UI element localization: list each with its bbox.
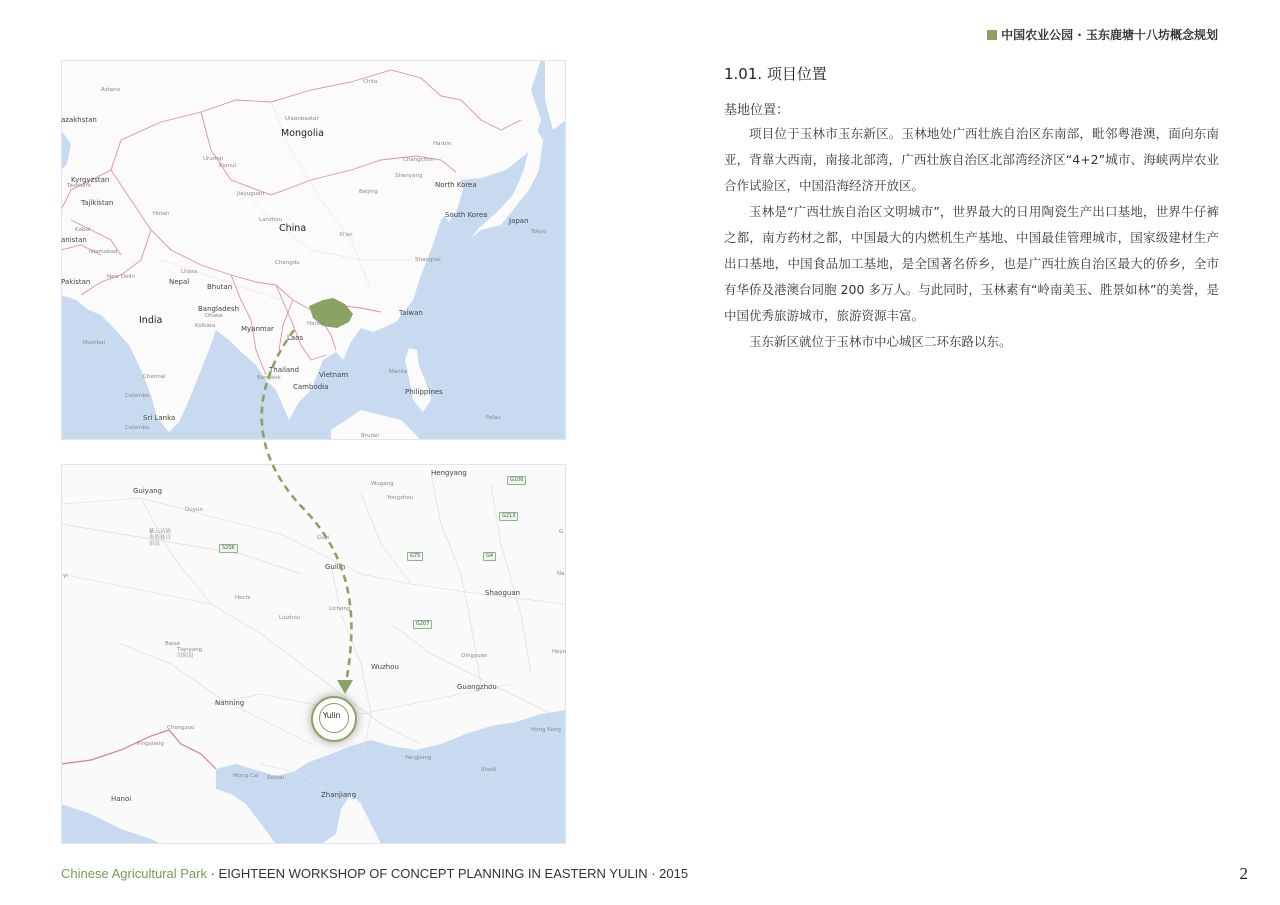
map-place-label: Hanoi xyxy=(111,795,132,803)
map-place-label: North Korea xyxy=(435,181,477,189)
map-place-label: Guiyang xyxy=(133,487,163,495)
map-place-label: Yangjiang xyxy=(405,755,432,761)
map-place-label: Nanning xyxy=(215,699,245,707)
map-place-label: Myanmar xyxy=(241,325,274,333)
map-place-label: Licheng xyxy=(329,606,351,612)
map-place-label: Zhanjiang xyxy=(321,791,357,799)
map-place-label: G xyxy=(559,529,564,535)
map-place-label: Astana xyxy=(101,87,121,93)
map-place-label: Japan xyxy=(509,217,529,225)
map-place-label: Chongzuo xyxy=(167,725,195,731)
map-place-label: Islamabad xyxy=(89,249,118,255)
document-header xyxy=(987,26,1218,43)
map-place-label: Manila xyxy=(389,369,408,375)
map-place-label: Heyu xyxy=(552,649,566,655)
regional-map-graphic xyxy=(61,464,566,844)
map-place-label: 布依族自 xyxy=(149,535,172,541)
map-place-label: Cambodia xyxy=(293,383,329,391)
map-place-label: Wuzhou xyxy=(371,663,399,671)
asia-overview-map xyxy=(61,60,566,440)
map-place-label: yi xyxy=(63,573,68,579)
map-place-label: Chengdu xyxy=(275,260,300,266)
map-place-label: Laos xyxy=(287,334,304,342)
document-footer xyxy=(61,866,688,881)
map-place-label: Chennai xyxy=(143,374,166,380)
map-place-label: Hong Kong xyxy=(531,727,561,733)
page-number: 2 xyxy=(1239,864,1248,883)
map-place-label: Pingxiang xyxy=(137,741,164,747)
map-place-label: Liuzhou xyxy=(279,615,301,621)
map-place-label: Palau xyxy=(486,415,501,421)
map-place-label: Brunei xyxy=(361,433,379,439)
map-place-label: 治县 xyxy=(149,541,161,547)
map-place-label: Pakistan xyxy=(61,278,91,286)
map-place-label: South Korea xyxy=(445,211,488,219)
map-place-label: Wugang xyxy=(371,481,394,487)
map-place-label: Shadi xyxy=(481,767,497,773)
map-place-label: Ulaanbaatar xyxy=(285,116,319,122)
map-place-label: Harbin xyxy=(433,141,452,147)
map-place-label: India xyxy=(139,315,163,326)
map-place-label: Tokyo xyxy=(531,229,547,235)
map-place-label: Sri Lanka xyxy=(143,414,176,422)
map-place-label: China xyxy=(279,223,307,234)
highway-route-badge: G207 xyxy=(413,620,432,629)
map-place-label: Kabul xyxy=(75,227,91,233)
paragraph-1: 项目位于玉林市玉东新区。玉林地处广西壮族自治区东南部，毗邻粤港澳，面向东南亚，背靠大西南，南接北部湾，广西壮族自治区北部湾经济区“4+2”城市、海峡两岸农业合作试验区，中国沿海经济开放区。 xyxy=(724,126,1219,193)
paragraph-3: 玉东新区就位于玉林市中心城区二环东路以东。 xyxy=(749,334,1012,349)
map-place-label: Hotan xyxy=(153,211,170,217)
map-place-label: Chita xyxy=(363,79,378,85)
highway-route-badge: S206 xyxy=(219,544,238,553)
map-place-label: Urumqi xyxy=(203,156,224,162)
subsection-title: 基地位置： xyxy=(724,103,790,118)
footer-park-name: Chinese Agricultural Park xyxy=(61,866,207,881)
map-place-label: azakhstan xyxy=(61,116,97,124)
header-title: 中国农业公园 · 玉东鹿塘十八坊概念规划 xyxy=(1001,28,1218,42)
map-place-label: Kumul xyxy=(219,163,237,169)
map-place-label: Shanghai xyxy=(415,257,441,263)
header-square-icon xyxy=(987,30,997,40)
highway-route-badge: G75 xyxy=(407,552,423,561)
map-place-label: Beihai xyxy=(267,775,285,781)
footer-workshop-title: · EIGHTEEN WORKSHOP OF CONCEPT PLANNING IN EASTERN YULIN · 2015 xyxy=(206,866,689,881)
map-place-label: Bangladesh xyxy=(198,305,240,313)
map-place-label: 田阳县 xyxy=(177,653,194,659)
map-place-label: Na xyxy=(557,571,565,577)
paragraph-2: 玉林是“广西壮族自治区文明城市”，世界最大的日用陶瓷生产出口基地，世界牛仔裤之都，南方药材之都，中国最大的内燃机生产基地、中国最佳管理城市，国家级建材生产出口基地，中国食品加工基地，是全国著名侨乡，也是广西壮族自治区最大的侨乡，全市有华侨及港澳台同胞 200 多万人。与此同时，玉林素有“岭南美玉、胜景如林”的美誉，是中国优秀旅游城市，旅游资源丰富。 xyxy=(724,204,1219,323)
map-place-label: Lhasa xyxy=(181,269,198,275)
yulin-label: Yulin xyxy=(323,711,341,720)
map-place-label: Taiwan xyxy=(399,309,423,317)
map-place-label: Bhutan xyxy=(207,283,233,291)
map-place-label: Baise xyxy=(165,641,180,647)
map-place-label: Mong Cai xyxy=(233,773,259,779)
map-place-label: Kyrgyzstan xyxy=(71,176,110,184)
highway-route-badge: G4 xyxy=(483,552,496,561)
map-place-label: Duyun xyxy=(185,507,203,513)
map-place-label: Shenyang xyxy=(395,173,423,179)
map-place-label: Yongzhou xyxy=(387,495,414,501)
map-place-label: Hanoi xyxy=(307,321,323,327)
map-place-label: Colombo xyxy=(125,393,150,399)
map-place-label: Nepal xyxy=(169,278,190,286)
map-place-label: Guilin xyxy=(325,563,346,571)
map-place-label: Hechi xyxy=(235,595,251,601)
map-place-label: Tianyang xyxy=(177,647,203,653)
map-place-label: Philippines xyxy=(405,388,443,396)
regional-detail-map xyxy=(61,464,566,844)
map-place-label: Dhaka xyxy=(205,313,223,319)
map-place-label: Tajikistan xyxy=(81,199,114,207)
map-place-label: Lanzhou xyxy=(259,217,283,223)
body-text xyxy=(724,121,1219,355)
map-place-label: Mumbai xyxy=(83,340,105,346)
map-place-label: Vietnam xyxy=(319,371,349,379)
highway-route-badge: G213 xyxy=(499,512,518,521)
map-place-label: Xi'an xyxy=(339,232,353,238)
map-place-label: New Delhi xyxy=(107,274,135,280)
map-place-label: Tashkent xyxy=(67,183,92,189)
map-place-label: Beijing xyxy=(359,189,378,195)
map-place-label: Colombo xyxy=(125,425,150,431)
section-title: 1.01. 项目位置 xyxy=(724,65,827,83)
map-place-label: Kolkata xyxy=(195,323,216,329)
map-place-label: Mongolia xyxy=(281,128,324,139)
map-place-label: Hengyang xyxy=(431,469,467,477)
map-place-label: Changchun xyxy=(403,157,435,163)
highway-route-badge: G106 xyxy=(507,476,526,485)
map-place-label: Bangkok xyxy=(257,375,281,381)
map-place-label: Qingyuan xyxy=(461,653,488,659)
map-place-label: 紫云苗族 xyxy=(149,529,172,535)
map-place-label: Shaoguan xyxy=(485,589,521,597)
map-place-label: Guangzhou xyxy=(457,683,497,691)
map-place-label: anistan xyxy=(61,236,87,244)
map-place-label: Jiayuguan xyxy=(237,191,265,197)
map-place-label: Guyi xyxy=(317,535,330,541)
map-place-label: Thailand xyxy=(269,366,300,374)
